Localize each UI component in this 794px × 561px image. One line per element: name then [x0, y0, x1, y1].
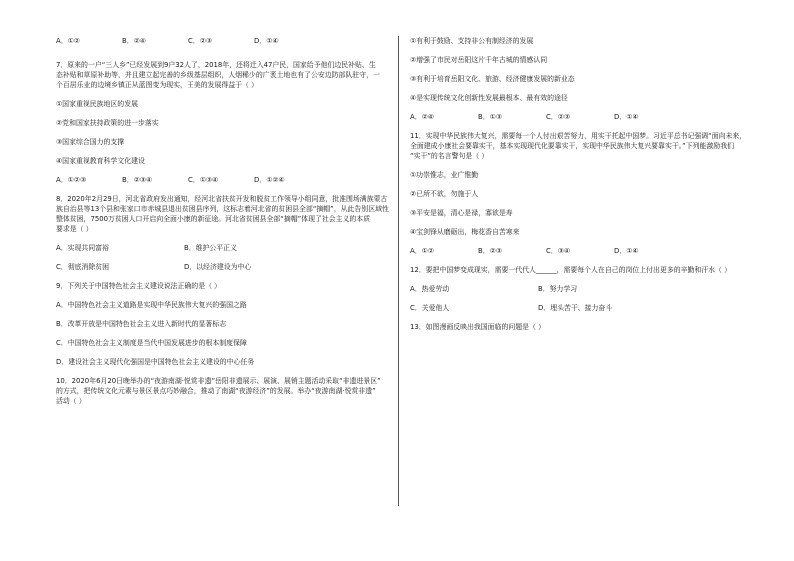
- q8-stem-line: 整体贫困，7500万贫困人口开启向全面小康的新征途。河北省贫困县全部“摘帽”体现了社会主义的本质: [56, 215, 371, 223]
- q7-item: ①国家重视民族地区的发展: [56, 100, 138, 108]
- q9-stem: 9．下列关于中国特色社会主义建设说法正确的是（ ）: [56, 282, 222, 290]
- q8-options-row1: [56, 243, 392, 253]
- q11-options: [410, 246, 746, 256]
- q11-stem-line: “实干”的名言警句是（ ）: [410, 152, 489, 160]
- q6-option-c: C．②③: [188, 37, 213, 45]
- q11-stem-line: 全面建成小康社会要靠实干，基本实现现代化要靠实干，实现中华民族伟大复兴要靠实干。”下列能激励我们: [410, 142, 734, 150]
- q8-option-c: C．彻底消除贫困: [56, 263, 110, 271]
- q10-item: ①有利于鼓励、支持非公有制经济的发展: [410, 37, 534, 45]
- q8-option-b: B．维护公平正义: [184, 244, 237, 252]
- q12-option-b: B．努力学习: [538, 285, 578, 293]
- q12-option-c: C．关爱他人: [410, 304, 450, 312]
- q10-option-c: C．②③: [546, 113, 571, 121]
- q9-option-a: A．中国特色社会主义道路是实现中华民族伟大复兴的强国之路: [56, 301, 247, 309]
- q7-option-d: D．①②④: [254, 176, 285, 184]
- q12-option-a: A．热爱劳动: [410, 285, 450, 293]
- column-divider: [398, 36, 399, 506]
- q7-option-a: A．①②③: [56, 176, 87, 184]
- q8-stem-line: 8．2020年2月29日，河北省政府发出通知，经河北省扶贫开发和脱贫工作领导小组同意，批准围场满族蒙古: [56, 195, 388, 203]
- right-column: [410, 36, 746, 332]
- q11-item: ①功崇惟志，业广惟勤: [410, 171, 479, 179]
- q12-options-row1: [410, 284, 746, 294]
- question-10: [56, 376, 392, 406]
- q10-stem-line: 的方式，把传统文化元素与景区景点巧妙融合，推动了南湖“夜游经济”的发展。举办“夜游南湖·悦赏非遗”: [56, 387, 376, 395]
- q9-option-c: C．中国特色社会主义制度是当代中国发展进步的根本制度保障: [56, 339, 247, 347]
- q10-option-d: D．①④: [614, 113, 639, 121]
- q10-options: [410, 112, 746, 122]
- q6-option-b: B．②④: [122, 37, 146, 45]
- q11-option-d: D．①④: [614, 247, 639, 255]
- q7-stem-line: 7．原来的一户“三人乡”已经发展到9户32人了，2018年，还将迁入47户民，国家给予他们边民补贴、生: [56, 61, 376, 69]
- q7-stem-line: 个百居乐业的边境乡镇正从蓝图变为现实，王美的发展得益于（ ）: [56, 81, 259, 89]
- q11-item: ③平安是福，清心是禄，寡欲是寿: [410, 209, 513, 217]
- q8-options-row2: [56, 262, 392, 272]
- q7-option-c: C．①③④: [188, 176, 219, 184]
- q10-option-b: B．①③: [478, 113, 502, 121]
- q10-stem-line: 活动（ ）: [56, 397, 86, 405]
- q8-stem-line: 族自治县等13个县和张家口市赤城县退出贫困县序列，这标志着河北省的贫困县全部“摘帽”，从此告别区域性: [56, 205, 389, 213]
- q12-option-d: D．埋头苦干、接力奋斗: [538, 304, 613, 312]
- q8-option-d: D．以经济建设为中心: [184, 263, 252, 271]
- q7-stem-line: 态补贴和草原补助等，并且建立起完善的乡级基层组织，人烟稀少的广袤土地也有了公安边防部队驻守，一: [56, 71, 380, 79]
- question-7: [56, 60, 392, 185]
- q11-item: ④宝剑锋从磨砺出，梅花香自苦寒来: [410, 228, 520, 236]
- q7-item: ②党和国家扶持政策的进一步落实: [56, 119, 159, 127]
- q7-item: ④国家重视教育科学文化建设: [56, 157, 145, 165]
- q10-option-a: A．②④: [410, 113, 434, 121]
- q8-option-a: A．实现共同富裕: [56, 244, 109, 252]
- q7-options: [56, 175, 392, 185]
- q11-option-a: A．①②: [410, 247, 434, 255]
- q10-stem-line: 10．2020年6月20日晚举办的“夜游南湖·悦赏非遗”岳阳非遗展示、展演、展销主题活动采取“非遗进景区”: [56, 377, 381, 385]
- q10-item: ④是实现传统文化创新性发展最根本、最有效的途径: [410, 94, 568, 102]
- q9-option-b: B．改革开放是中国特色社会主义进入新时代的显著标志: [56, 320, 227, 328]
- q6-option-d: D．①④: [254, 37, 279, 45]
- q12-options-row2: [410, 303, 746, 313]
- question-8: [56, 194, 392, 272]
- q7-option-b: B．②③④: [122, 176, 153, 184]
- question-12: [410, 265, 746, 313]
- q6-option-a: A．①②: [56, 37, 80, 45]
- q6-options: [56, 36, 392, 46]
- question-11: [410, 131, 746, 256]
- question-13: [410, 322, 746, 332]
- q12-stem: 12．要把中国梦变成现实，需要一代代人______，需要每个人在自己的岗位上付出更多的辛勤和汗水（ ）: [410, 266, 732, 274]
- q9-option-d: D．建设社会主义现代化强国是中国特色社会主义建设的中心任务: [56, 358, 255, 366]
- q11-stem-line: 11．实现中华民族伟大复兴，需要每一个人付出艰苦努力，用实干托起中国梦。习近平总书记强调“面向未来，: [410, 132, 746, 140]
- q10-item: ③有利于培育岳阳文化、旅游、经济健康发展的新业态: [410, 75, 575, 83]
- q13-stem: 13．如图漫画反映出我国面临的问题是（ ）: [410, 323, 545, 331]
- q10-item: ②增强了市民对岳阳这片千年古城的情感认同: [410, 56, 548, 64]
- q11-option-c: C．③④: [546, 247, 571, 255]
- question-9: [56, 281, 392, 367]
- q8-stem-line: 要求是（ ）: [56, 225, 93, 233]
- left-column: [56, 36, 392, 406]
- q11-item: ②已所不欲，勿施于人: [410, 190, 479, 198]
- q7-item: ③国家综合国力的支撑: [56, 138, 125, 146]
- q11-option-b: B．②③: [478, 247, 502, 255]
